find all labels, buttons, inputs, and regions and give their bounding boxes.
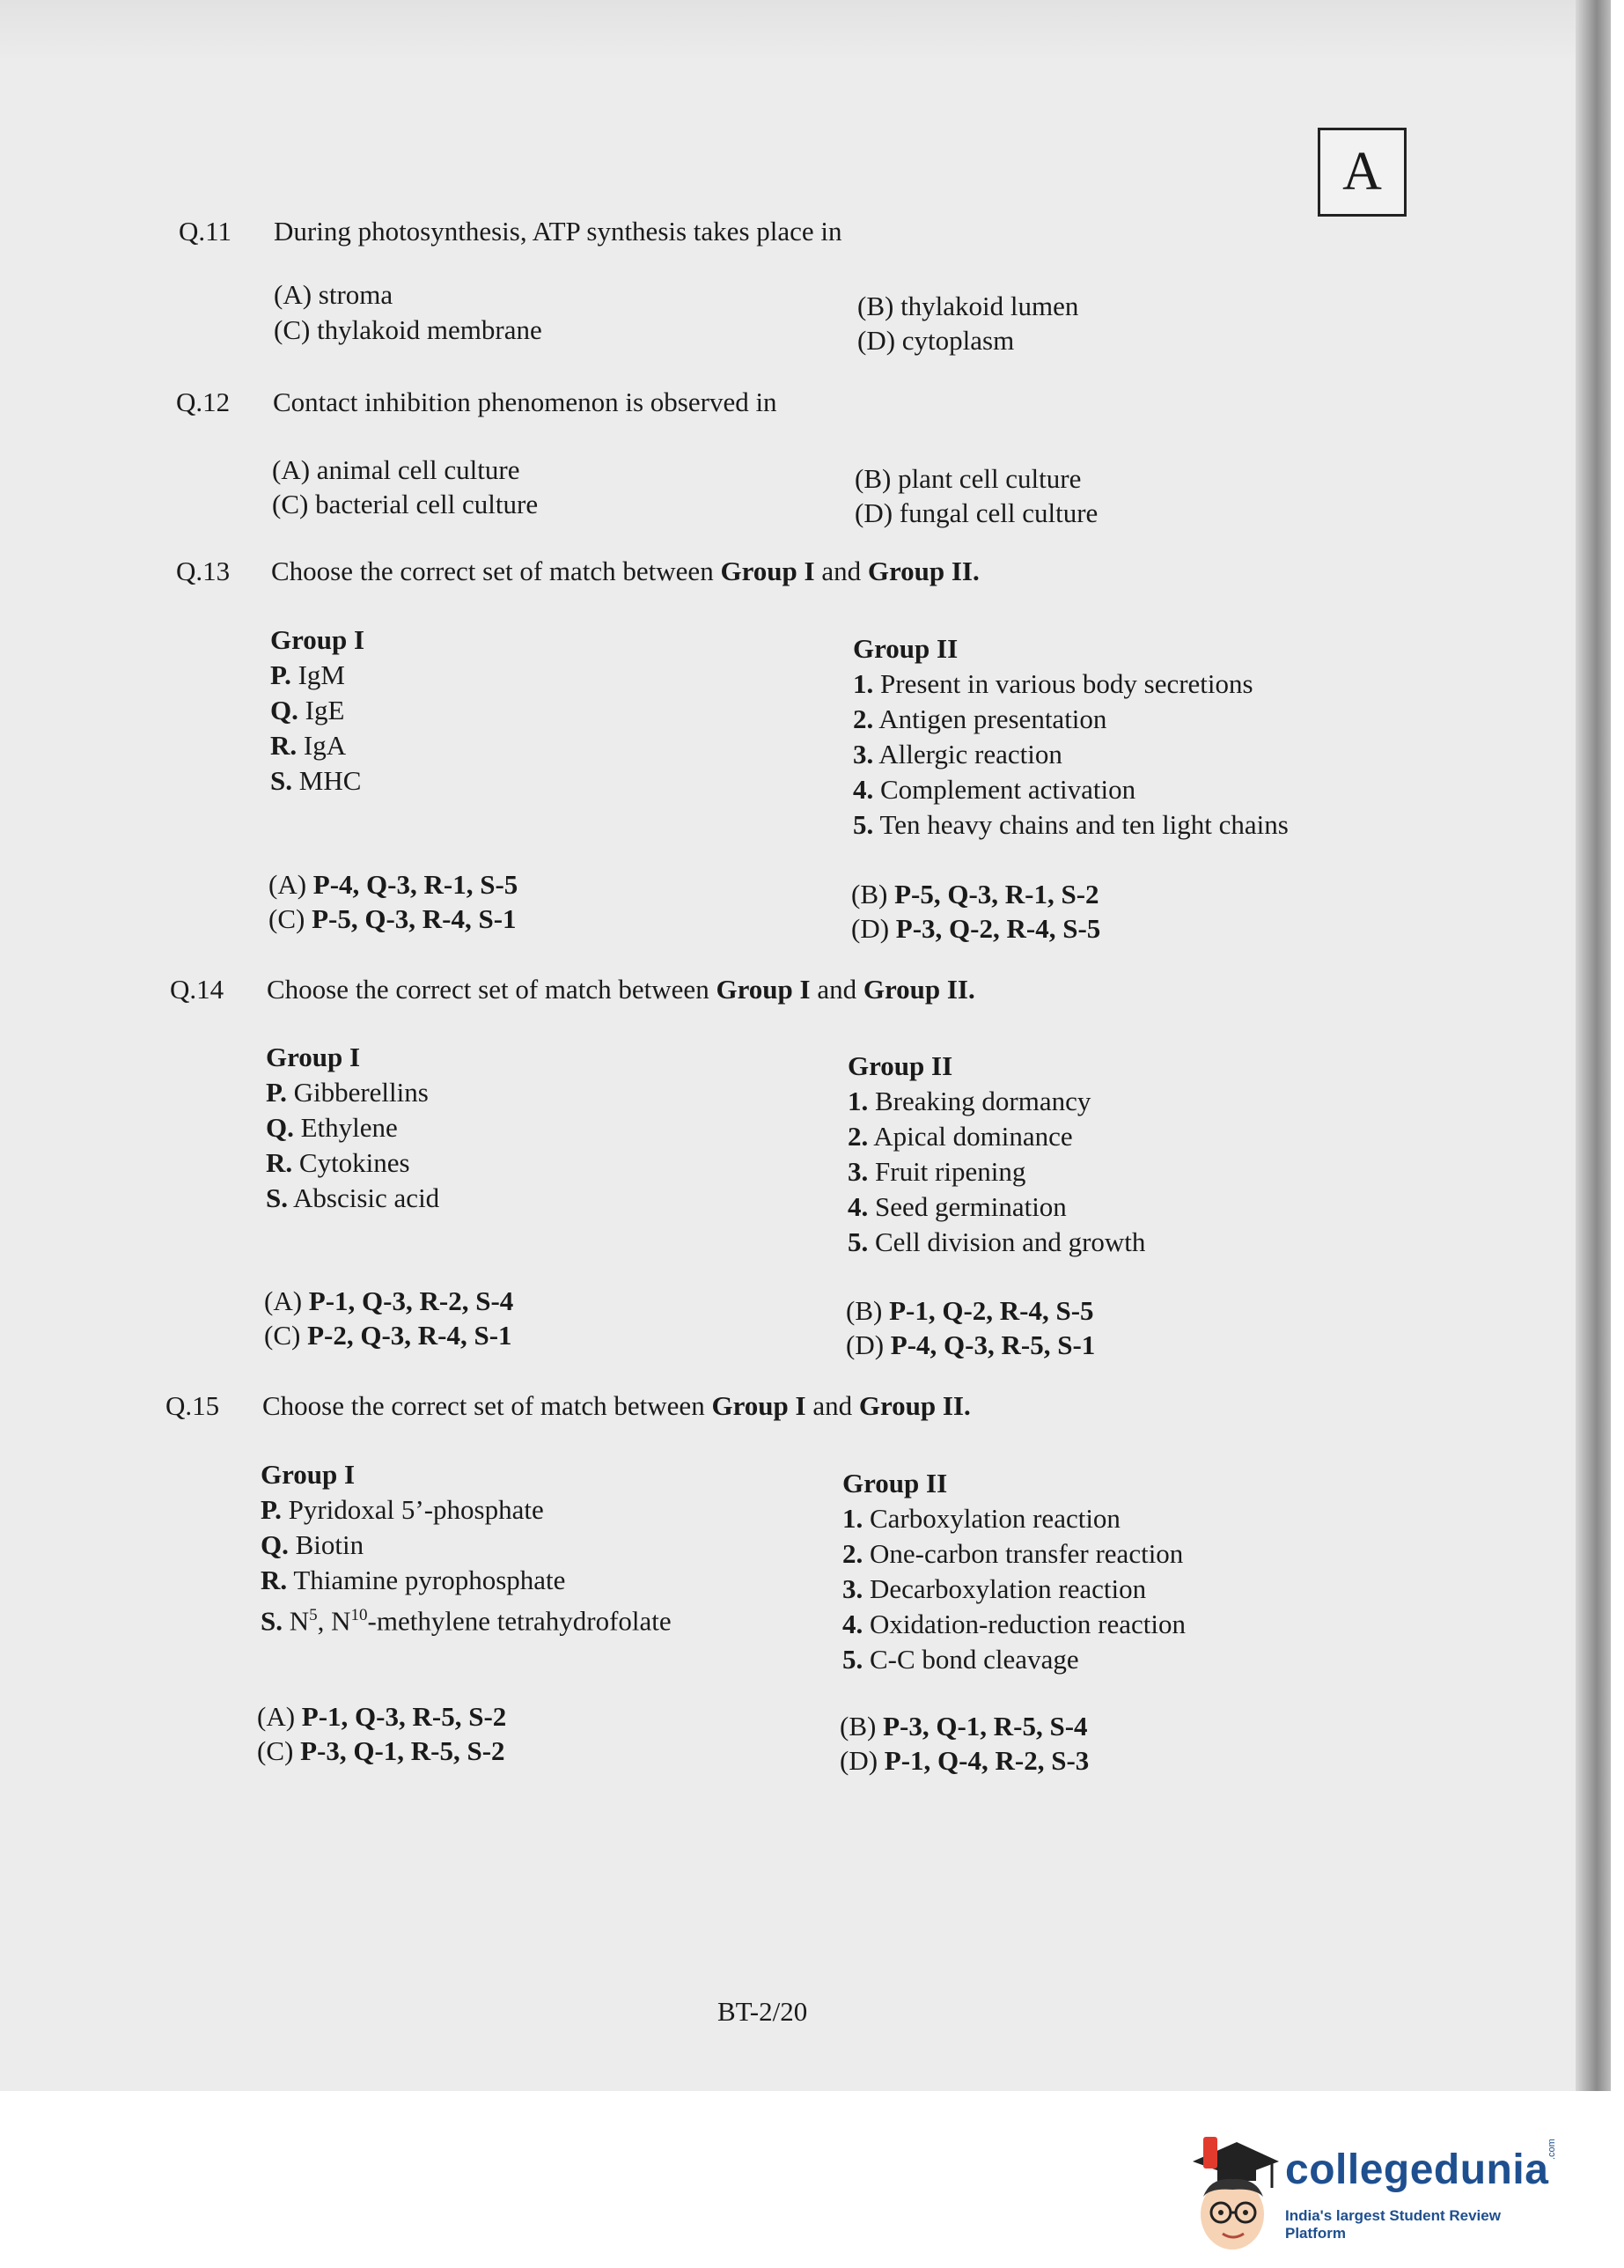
list-item: 2. Apical dominance <box>848 1121 1073 1152</box>
list-item: 5. Cell division and growth <box>848 1226 1146 1257</box>
set-code-box: A <box>1318 128 1407 217</box>
option-a: (A) P-4, Q-3, R-1, S-5 <box>268 869 518 900</box>
option-b: (B) thylakoid lumen <box>857 291 1079 321</box>
list-item: S. Abscisic acid <box>266 1182 440 1213</box>
list-item: P. Gibberellins <box>266 1077 429 1108</box>
list-item: S. $N^5$, $N^{10}$-methylene tetrahydrofolate <box>261 1605 672 1637</box>
list-item: 5. C-C bond cleavage <box>842 1644 1079 1675</box>
question-number: Q.12 <box>176 387 231 417</box>
option-b: (B) plant cell culture <box>855 463 1082 494</box>
option-a: (A) P-1, Q-3, R-5, S-2 <box>257 1701 507 1732</box>
group-i-list <box>270 622 364 799</box>
group-i-list <box>261 1457 672 1637</box>
list-item: 3. Allergic reaction <box>853 739 1062 770</box>
list-item: Q. Biotin <box>261 1529 364 1560</box>
group-i-title: Group I <box>270 624 365 655</box>
list-item: 3. Fruit ripening <box>848 1156 1026 1187</box>
brand-name: collegedunia <box>1285 2146 1549 2193</box>
option-d: (D) P-4, Q-3, R-5, S-1 <box>846 1329 1096 1360</box>
scan-top-shade <box>0 0 1584 62</box>
group-ii-title: Group II <box>853 633 959 664</box>
option-d: (D) cytoplasm <box>857 325 1015 356</box>
group-ii-list <box>848 1049 1145 1260</box>
brand-tagline: India's largest Student Review Platform <box>1285 2207 1501 2242</box>
list-item: S. MHC <box>270 765 362 796</box>
option-b: (B) P-1, Q-2, R-4, S-5 <box>846 1295 1094 1326</box>
list-item: 4. Complement activation <box>853 774 1136 805</box>
question-stem: During photosynthesis, ATP synthesis takes place in <box>274 216 842 247</box>
option-c: (C) P-5, Q-3, R-4, S-1 <box>268 903 517 934</box>
scan-edge-shadow <box>1576 0 1611 2091</box>
list-item: Q. IgE <box>270 695 345 725</box>
question-stem: Contact inhibition phenomenon is observed in <box>273 387 777 417</box>
list-item: 2. One-carbon transfer reaction <box>842 1538 1184 1569</box>
list-item: 4. Oxidation-reduction reaction <box>842 1609 1186 1639</box>
option-d: (D) P-3, Q-2, R-4, S-5 <box>851 913 1101 944</box>
list-item: P. Pyridoxal 5’-phosphate <box>261 1494 544 1525</box>
list-item: 2. Antigen presentation <box>853 703 1107 734</box>
list-item: 1. Present in various body secretions <box>853 668 1253 699</box>
brand-watermark <box>1184 2126 1562 2258</box>
brand-com: .com <box>1547 2139 1557 2160</box>
list-item: 4. Seed germination <box>848 1191 1067 1222</box>
group-ii-title: Group II <box>842 1468 948 1498</box>
list-item: R. Thiamine pyrophosphate <box>261 1565 566 1595</box>
page-code: BT-2/20 <box>717 1996 808 2027</box>
question-number: Q.14 <box>170 974 224 1005</box>
group-ii-list <box>842 1466 1186 1677</box>
group-ii-title: Group II <box>848 1050 953 1081</box>
question-number: Q.15 <box>165 1390 220 1421</box>
list-item: P. IgM <box>270 659 345 690</box>
question-number: Q.11 <box>179 216 231 247</box>
group-ii-list <box>853 631 1289 843</box>
option-b: (B) P-3, Q-1, R-5, S-4 <box>840 1711 1088 1742</box>
option-c: (C) bacterial cell culture <box>272 489 539 519</box>
option-d: (D) P-1, Q-4, R-2, S-3 <box>840 1745 1090 1776</box>
option-c: (C) P-2, Q-3, R-4, S-1 <box>264 1320 512 1351</box>
mascot-logo-icon <box>1184 2126 1281 2258</box>
list-item: Q. Ethylene <box>266 1112 398 1143</box>
question-stem: Choose the correct set of match between Group I and Group II. <box>262 1390 971 1421</box>
group-i-list <box>266 1040 439 1216</box>
question-stem: Choose the correct set of match between Group I and Group II. <box>267 974 975 1005</box>
question-stem: Choose the correct set of match between Group I and Group II. <box>271 556 980 586</box>
option-c: (C) thylakoid membrane <box>274 314 542 345</box>
list-item: R. IgA <box>270 730 347 761</box>
group-i-title: Group I <box>261 1459 356 1490</box>
option-c: (C) P-3, Q-1, R-5, S-2 <box>257 1735 505 1766</box>
list-item: 3. Decarboxylation reaction <box>842 1573 1147 1604</box>
option-a: (A) animal cell culture <box>272 454 520 485</box>
option-a: (A) P-1, Q-3, R-2, S-4 <box>264 1285 514 1316</box>
list-item: R. Cytokines <box>266 1147 410 1178</box>
list-item: 1. Carboxylation reaction <box>842 1503 1121 1534</box>
list-item: 5. Ten heavy chains and ten light chains <box>853 809 1289 840</box>
option-a: (A) stroma <box>274 279 393 310</box>
list-item: 1. Breaking dormancy <box>848 1086 1091 1116</box>
question-number: Q.13 <box>176 556 231 586</box>
option-d: (D) fungal cell culture <box>855 497 1099 528</box>
group-i-title: Group I <box>266 1042 361 1072</box>
option-b: (B) P-5, Q-3, R-1, S-2 <box>851 879 1099 909</box>
